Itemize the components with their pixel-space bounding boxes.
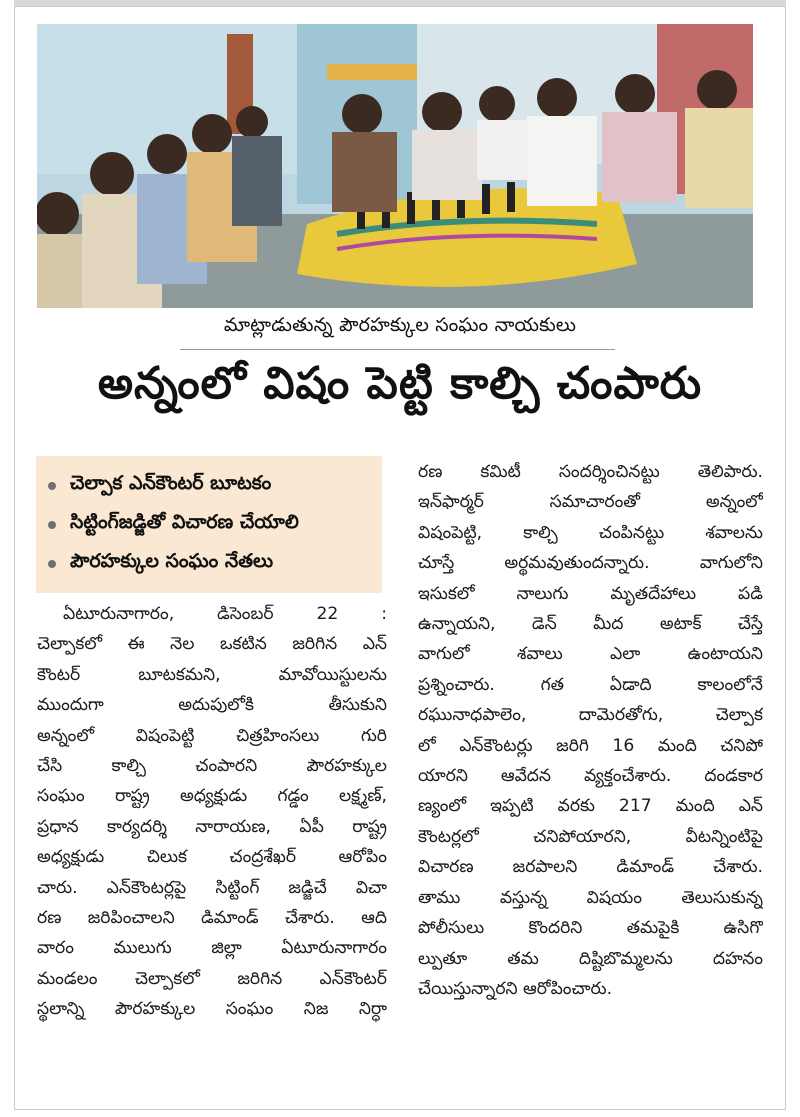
- body-line: వాగులో శవాలు ఎలా ఉంటాయని: [418, 644, 763, 665]
- body-line: స్థలాన్ని పౌరహక్కుల సంఘం నిజ నిర్ధా: [37, 999, 387, 1020]
- body-line: ఇన్‌ఫార్మర్ సమాచారంతో అన్నంలో: [418, 492, 763, 513]
- body-line: విషంపెట్టి, కాల్చి చంపినట్టు శవాలను: [418, 522, 763, 543]
- body-line: రణ జరిపించాలని డిమాండ్ చేశారు. ఆది: [37, 908, 387, 929]
- article-body-right-column: [418, 457, 763, 1004]
- body-line: యారని ఆవేదన వ్యక్తంచేశారు. దండకార: [418, 766, 763, 787]
- body-line: చూస్తే అర్థమవుతుందన్నారు. వాగులోని: [418, 553, 763, 574]
- body-line: ముందుగా అదుపులోకి తీసుకుని: [37, 695, 387, 716]
- highlight-item: [48, 544, 370, 583]
- body-line: ప్రశ్నించారు. గత ఏడాది కాలంలోనే: [418, 674, 763, 695]
- body-line: ఉన్నాయని, డెన్ మీద అటాక్ చేస్తే: [418, 614, 763, 635]
- body-line: అధ్యక్షుడు చిలుక చంద్రశేఖర్ ఆరోపిం: [37, 847, 387, 868]
- press-meet-photo-illustration: [37, 24, 753, 308]
- photo-caption: మాట్లాడుతున్న పౌరహక్కుల సంఘం నాయకులు: [223, 314, 577, 336]
- highlight-text: పౌరహక్కుల సంఘం నేతలు: [70, 550, 274, 572]
- caption-divider: [180, 349, 615, 350]
- body-line: లో ఎన్‌కౌంటర్లు జరిగి 16 మంది చనిపో: [418, 735, 763, 756]
- highlight-item: [48, 466, 370, 505]
- body-line: సంఘం రాష్ట్ర అధ్యక్షుడు గడ్డం లక్ష్మణ్,: [37, 786, 387, 807]
- body-line: కౌంటర్లలో చనిపోయారని, వీటన్నింటిపై: [418, 826, 763, 847]
- body-line: రణ కమిటీ సందర్శించినట్టు తెలిపారు.: [418, 462, 763, 482]
- article-headline: అన్నంలో విషం పెట్టి కాల్చి చంపారు: [97, 358, 703, 409]
- article-body-left-column: [37, 599, 387, 1025]
- highlights-box: [36, 456, 382, 593]
- bullet-icon: [48, 482, 56, 490]
- body-line: చేయిస్తున్నారని ఆరోపించారు.: [418, 978, 613, 999]
- highlight-text: సిట్టింగ్‌జడ్జితో విచారణ చేయాలి: [70, 511, 299, 533]
- body-line: అన్నంలో విషంపెట్టి చిత్రహింసలు గురి: [37, 725, 387, 746]
- body-line: చేసి కాల్చి చంపారని పౌరహక్కుల: [37, 756, 387, 777]
- press-meet-photo: [37, 24, 753, 308]
- body-line: మండలం చెల్పాకలో జరిగిన ఎన్‌కౌంటర్: [37, 968, 387, 989]
- body-line: విచారణ జరపాలని డిమాండ్ చేశారు.: [418, 857, 763, 878]
- body-line: తాము వస్తున్న విషయం తెలుసుకున్న: [418, 887, 763, 908]
- bullet-icon: [48, 521, 56, 529]
- body-line: చెల్పాకలో ఈ నెల ఒకటిన జరిగిన ఎన్: [37, 634, 387, 655]
- body-line: ణ్యంలో ఇప్పటి వరకు 217 మంది ఎన్: [418, 796, 763, 817]
- body-line: రఘునాధపాలెం, దామెరతోగు, చెల్పాక: [418, 705, 763, 726]
- body-line: ప్రధాన కార్యదర్శి నారాయణ, ఏపీ రాష్ట్ర: [37, 816, 387, 837]
- body-line: ఏటూరునాగారం, డిసెంబర్ 22 :: [63, 604, 387, 624]
- body-line: ఇసుకలో నాలుగు మృతదేహాలు పడి: [418, 583, 763, 604]
- body-line: పోలీసులు కొందరిని తమపైకి ఉసిగొ: [418, 918, 763, 939]
- body-line: చారు. ఎన్‌కౌంటర్లపై సిట్టింగ్ జడ్జిచే విచా: [37, 877, 387, 898]
- body-line: ల్పుతూ తమ దిష్టిబొమ్మలను దహనం: [418, 948, 763, 969]
- highlight-item: [48, 505, 370, 544]
- body-line: కౌంటర్ బూటకమని, మావోయిస్టులను: [37, 664, 387, 685]
- body-line: వారం ములుగు జిల్లా ఏటూరునాగారం: [37, 938, 387, 959]
- highlight-text: చెల్పాక ఎన్‌కౌంటర్ బూటకం: [70, 472, 272, 494]
- bullet-icon: [48, 560, 56, 568]
